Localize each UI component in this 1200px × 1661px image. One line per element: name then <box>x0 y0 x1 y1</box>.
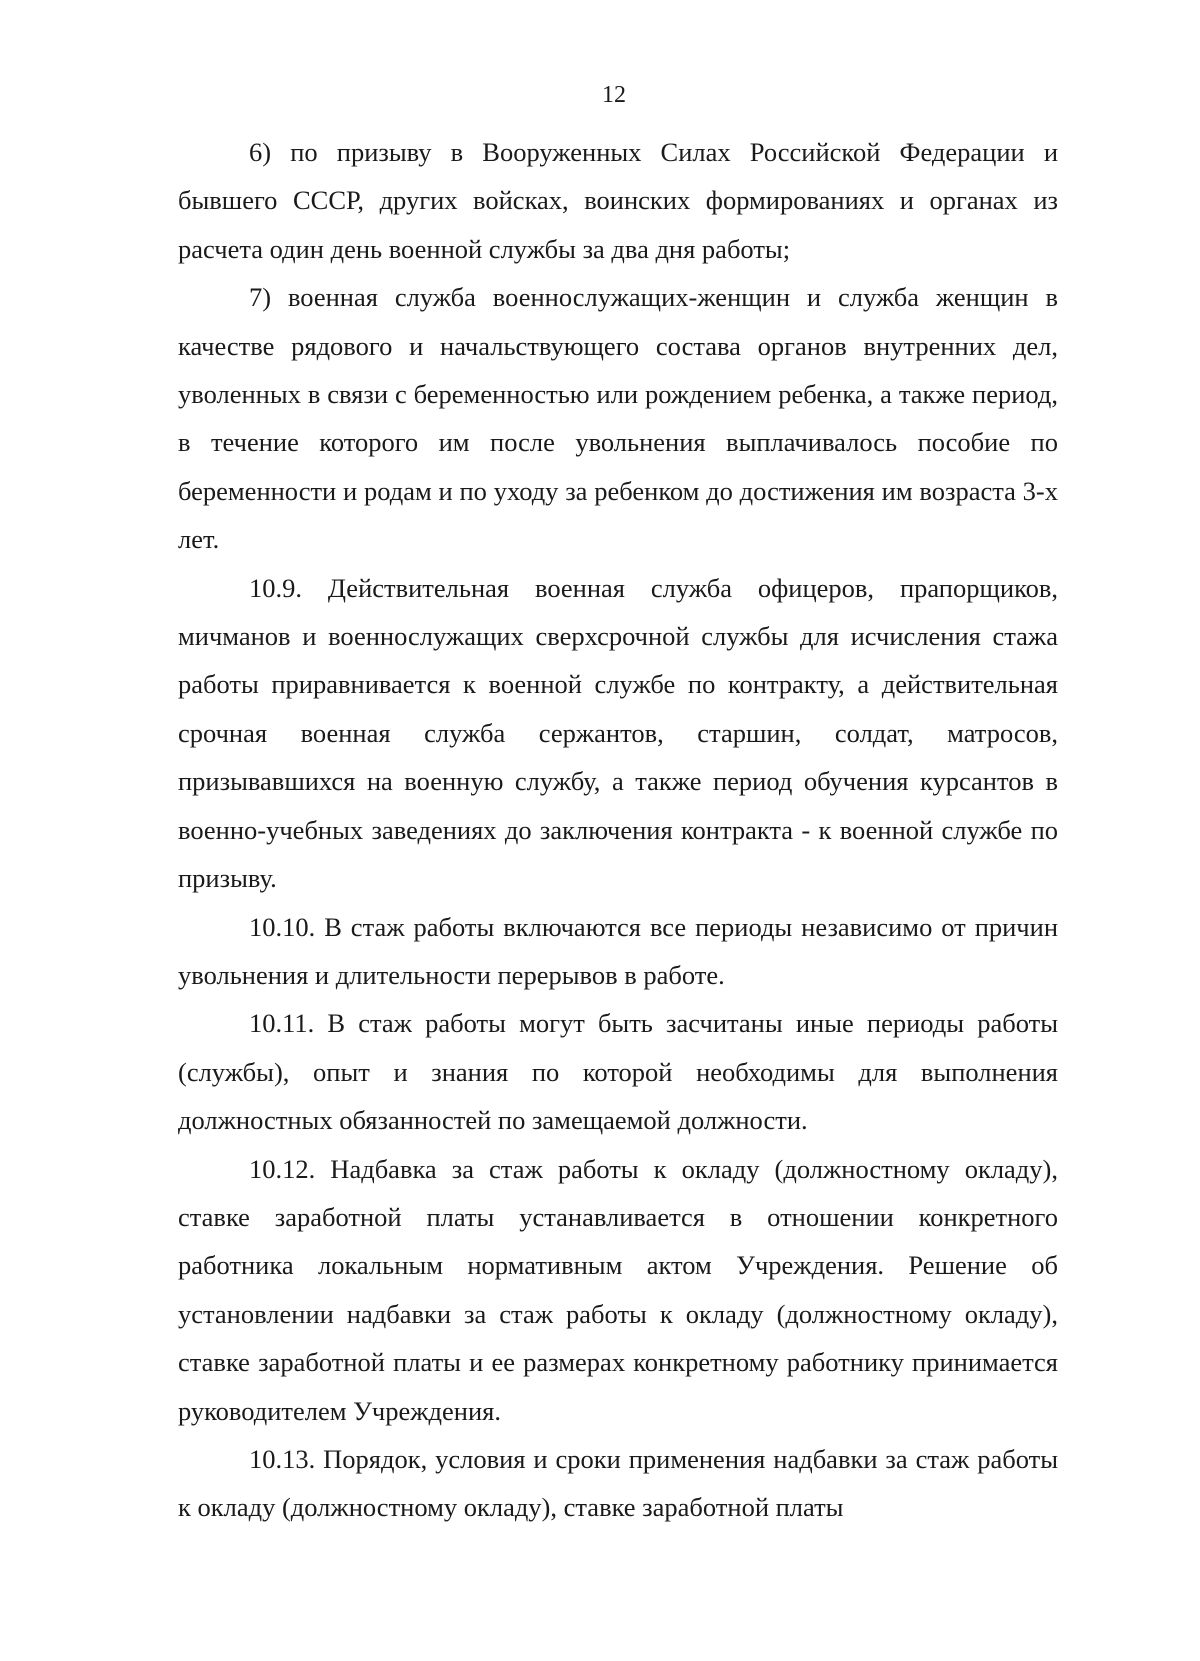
paragraph-10-11: 10.11. В стаж работы могут быть засчитаны иные периоды работы (службы), опыт и знания по которой необходимы для выполнения должностных обязанностей по замещаемой должности. <box>178 1008 1058 1136</box>
paragraph-10-10: 10.10. В стаж работы включаются все периоды независимо от причин увольнения и длительности перерывов в работе. <box>178 911 1058 990</box>
paragraph-item-7: 7) военная служба военнослужащих-женщин и служба женщин в качестве рядового и начальствующего состава органов внутренних дел, уволенных в связи с беременностью или рождением ребенка, а также период, в течение которого им после увольнения выплачивалось пособие по беременности и родам и по уходу за ребенком до достижения им возраста 3-х лет. <box>178 282 1058 555</box>
paragraph-item-6: 6) по призыву в Вооруженных Силах Российской Федерации и бывшего СССР, других войсках, воинских формированиях и органах из расчета один день военной службы за два дня работы; <box>178 137 1058 264</box>
paragraph-10-9: 10.9. Действительная военная служба офицеров, прапорщиков, мичманов и военнослужащих сверхсрочной службы для исчисления стажа работы приравнивается к военной службе по контракту, а действительная срочная военная служба сержантов, старшин, солдат, матросов, призывавшихся на военную службу, а также период обучения курсантов в военно-учебных заведениях до заключения контракта - к военной службе по призыву. <box>178 572 1058 894</box>
document-body <box>178 128 1058 1532</box>
paragraph-10-13: 10.13. Порядок, условия и сроки применения надбавки за стаж работы к окладу (должностному окладу), ставке заработной платы <box>178 1443 1058 1523</box>
paragraph-10-12: 10.12. Надбавка за стаж работы к окладу (должностному окладу), ставке заработной платы устанавливается в отношении конкретного работника локальным нормативным актом Учреждения. Решение об установлении надбавки за стаж работы к окладу (должностному окладу), ставке заработной платы и ее размерах конкретному работнику принимается руководителем Учреждения. <box>178 1153 1058 1426</box>
page-number: 12 <box>602 82 626 108</box>
